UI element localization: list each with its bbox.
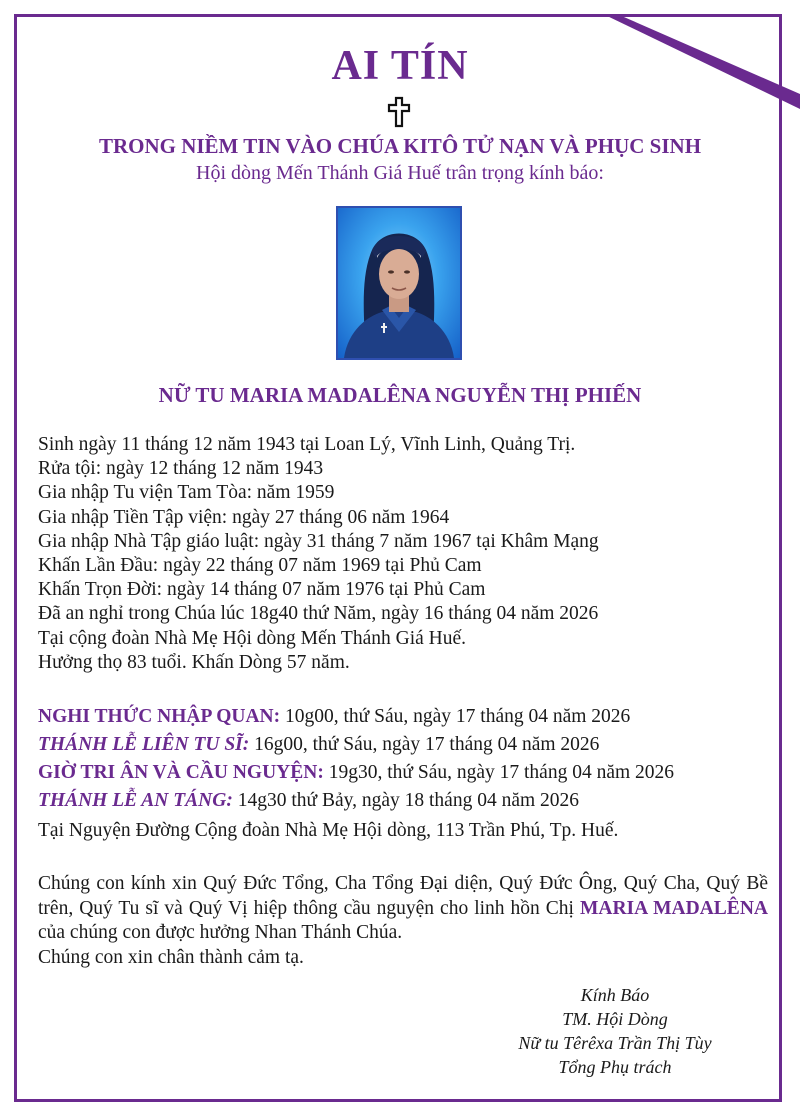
highlighted-name: MARIA MADALÊNA	[579, 897, 768, 919]
bio-line-birth: Sinh ngày 11 tháng 12 năm 1943 tại Loan Lý, Vĩnh Linh, Quảng Trị.	[38, 434, 576, 455]
prayer-request-text: Chúng con kính xin Quý Đức Tổng, Cha Tổng Đại diện, Quý Đức Ông, Quý Cha, Quý Bề trên, Quý Tu sĩ và Quý Vị hiệp thông cầu nguyện cho linh hồn Chị	[38, 873, 768, 919]
signature-name: Nữ tu Têrêxa Trần Thị Tùy	[518, 1033, 712, 1053]
schedule-label: GIỜ TRI ÂN VÀ CẦU NGUYỆN:	[38, 762, 324, 783]
schedule-label: NGHI THỨC NHẬP QUAN:	[38, 706, 281, 727]
bio-line-age: Hưởng thọ 83 tuổi. Khấn Dòng 57 năm.	[38, 651, 350, 673]
funeral-schedule	[38, 703, 768, 847]
schedule-row	[38, 787, 768, 815]
schedule-row	[38, 703, 768, 731]
schedule-detail: 19g30, thứ Sáu, ngày 17 tháng 04 năm 2026	[323, 762, 675, 783]
schedule-row	[38, 759, 768, 787]
portrait-photo	[336, 206, 462, 360]
faith-tagline: TRONG NIỀM TIN VÀO CHÚA KITÔ TỬ NẠN VÀ PHỤC SINH	[98, 134, 702, 158]
bio-line-prenovitiate: Gia nhập Tiền Tập viện: ngày 27 tháng 06 năm 1964	[38, 506, 450, 528]
bio-line-final-vows: Khấn Trọn Đời: ngày 14 tháng 07 năm 1976 tại Phủ Cam	[38, 579, 486, 601]
bio-line-novitiate: Gia nhập Nhà Tập giáo luật: ngày 31 tháng 7 năm 1967 tại Khâm Mạng	[38, 530, 599, 552]
bio-line-convent: Gia nhập Tu viện Tam Tòa: năm 1959	[38, 482, 335, 504]
schedule-row	[38, 731, 768, 759]
prayer-request-end: của chúng con được hưởng Nhan Thánh Chúa.	[38, 922, 403, 943]
schedule-detail: 14g30 thứ Bảy, ngày 18 tháng 04 năm 2026	[232, 790, 580, 811]
bio-line-death: Đã an nghỉ trong Chúa lúc 18g40 thứ Năm, ngày 16 tháng 04 năm 2026	[38, 603, 599, 625]
cross-icon	[386, 96, 412, 128]
announcement-line: Hội dòng Mến Thánh Giá Huế trân trọng kính báo:	[196, 162, 604, 184]
closing-line: Chúng con xin chân thành cảm tạ.	[38, 946, 304, 968]
biography	[38, 433, 758, 675]
page-title: AI TÍN	[331, 43, 469, 89]
venue-line: Tại Nguyện Đường Cộng đoàn Nhà Mẹ Hội dòng, 113 Trần Phú, Tp. Huế.	[38, 820, 619, 841]
schedule-label: THÁNH LỄ AN TÁNG:	[38, 790, 233, 811]
signature-on-behalf: TM. Hội Dòng	[562, 1009, 668, 1029]
deceased-name: NỮ TU MARIA MADALÊNA NGUYỄN THỊ PHIẾN	[158, 383, 642, 407]
schedule-detail: 16g00, thứ Sáu, ngày 17 tháng 04 năm 2026	[249, 734, 600, 755]
signature-greeting: Kính Báo	[580, 985, 650, 1005]
signature-role: Tổng Phụ trách	[558, 1057, 672, 1077]
bio-line-first-vows: Khấn Lần Đầu: ngày 22 tháng 07 năm 1969 tại Phủ Cam	[38, 555, 482, 577]
bio-line-community: Tại cộng đoàn Nhà Mẹ Hội dòng Mến Thánh Giá Huế.	[38, 627, 467, 649]
schedule-label: THÁNH LỄ LIÊN TU SĨ:	[38, 734, 250, 755]
signature-block	[470, 983, 760, 1079]
bio-line-baptism: Rửa tội: ngày 12 tháng 12 năm 1943	[38, 458, 324, 480]
schedule-detail: 10g00, thứ Sáu, ngày 17 tháng 04 năm 2026	[280, 706, 631, 727]
thanks-paragraph	[38, 872, 768, 970]
prayer-request	[38, 872, 768, 946]
